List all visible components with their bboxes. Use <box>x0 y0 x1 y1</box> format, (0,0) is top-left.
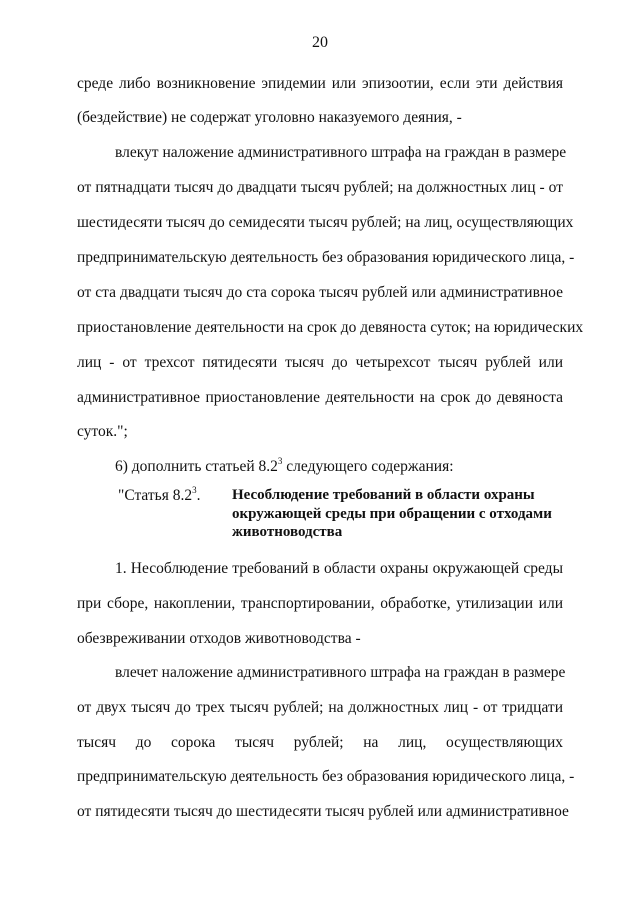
text-line: лиц - от трехсот пятидесяти тысяч до четырехсот тысяч рублей или <box>77 354 563 371</box>
article-label-suffix: . <box>196 487 201 504</box>
article-title-line: Несоблюдение требований в области охраны <box>232 487 535 503</box>
text-line: предпринимательскую деятельность без образования юридического лица, - <box>77 249 575 266</box>
text-line: предпринимательскую деятельность без образования юридического лица, - <box>77 768 575 785</box>
text-line: суток."; <box>77 423 128 440</box>
text-line: 1. Несоблюдение требований в области охраны окружающей среды <box>115 560 563 577</box>
text-line: приостановление деятельности на срок до девяноста суток; на юридических <box>77 319 584 336</box>
text-line: от ста двадцати тысяч до ста сорока тысяч рублей или административное <box>77 284 563 301</box>
article-title-line: окружающей среды при обращении с отходами <box>232 505 552 522</box>
article-label-superscript: 3 <box>192 484 197 495</box>
amendment-superscript: 3 <box>277 455 283 466</box>
text-line: (бездействие) не содержат уголовно наказуемого деяния, - <box>77 109 462 126</box>
text-line: влечет наложение административного штрафа на граждан в размере <box>115 664 566 681</box>
text-line: от пятнадцати тысяч до двадцати тысяч рублей; на должностных лиц - от <box>77 179 563 196</box>
amendment-suffix: следующего содержания: <box>282 458 454 475</box>
text-line: влекут наложение административного штрафа на граждан в размере <box>115 144 567 161</box>
amendment-prefix: 6) дополнить статьей 8.2 <box>115 458 278 475</box>
article-label-prefix: "Статья 8.2 <box>118 487 193 504</box>
amendment-line <box>115 457 563 477</box>
text-line: при сборе, накоплении, транспортировании, обработке, утилизации или <box>77 595 563 612</box>
text-line: от двух тысяч до трех тысяч рублей; на должностных лиц - от тридцати <box>77 699 563 716</box>
page-number: 20 <box>312 34 328 51</box>
article-title-line: животноводства <box>232 524 343 540</box>
text-line: от пятидесяти тысяч до шестидесяти тысяч рублей или административное <box>77 803 569 820</box>
text-line: среде либо возникновение эпидемии или эпизоотии, если эти действия <box>77 75 563 92</box>
text-line: шестидесяти тысяч до семидесяти тысяч рублей; на лиц, осуществляющих <box>77 214 574 231</box>
article-label <box>118 486 201 506</box>
text-line: обезвреживании отходов животноводства - <box>77 630 361 647</box>
article-title <box>232 486 552 542</box>
text-line: административное приостановление деятельности на срок до девяноста <box>77 389 563 406</box>
text-line: тысяч до сорока тысяч рублей; на лиц, осуществляющих <box>77 734 563 751</box>
